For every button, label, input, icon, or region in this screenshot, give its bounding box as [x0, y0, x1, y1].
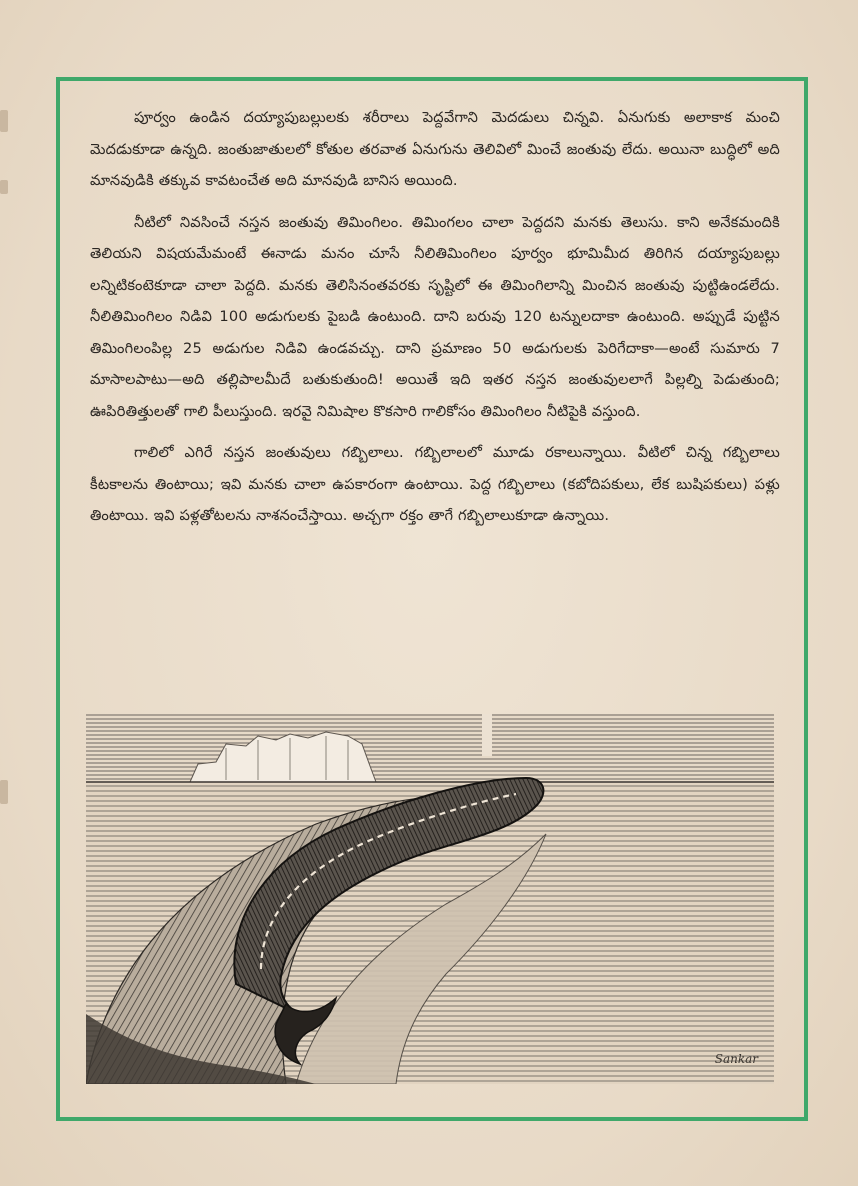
- body-text: [90, 102, 780, 542]
- artist-signature: Sankar: [714, 1052, 758, 1066]
- whale-illustration: [86, 714, 774, 1084]
- water-spout: [482, 714, 492, 756]
- sky: [86, 714, 774, 782]
- paragraph-whale: నీటిలో నివసించే నస్తన జంతువు తిమింగిలం. తిమింగలం చాలా పెద్దదని మనకు తెలుసు. కాని అనేకమందికి తెలియని విషయమేమంటే ఈనాడు మనం చూసే నీలితిమింగిలం పూర్వం భూమిమీద తిరిగిన దయ్యాపుబల్లు లన్నిటికంటెకూడా చాలా పెద్దది. మనకు తెలిసినంతవరకు సృష్టిలో ఈ తిమింగిలాన్ని మించిన జంతువు పుట్టిఉండలేదు. నీలితిమింగిలం నిడివి 100 అడుగులకు పైబడి ఉంటుంది. దాని బరువు 120 టన్నులదాకా ఉంటుంది. అప్పుడే పుట్టిన తిమింగిలంపిల్ల 25 అడుగుల నిడివి ఉండవచ్చు. దాని ప్రమాణం 50 అడుగులకు పెరిగేదాకా—అంటే సుమారు 7 మాసాలపాటు—అది తల్లిపాలమీదే బతుకుతుంది! అయితే ఇది ఇతర నస్తన జంతువులలాగే పిల్లల్ని పెడుతుంది; ఊపిరితిత్తులతో గాలి పీలుస్తుంది. ఇరవై నిమిషాల కొకసారి గాలికోసం తిమింగిలం నీటిపైకి వస్తుంది.: [90, 213, 780, 420]
- paragraph-elephants: పూర్వం ఉండిన దయ్యాపుబల్లులకు శరీరాలు పెద్దవేగాని మెదడులు చిన్నవి. ఏనుగుకు అలాకాక మంచి మెదడుకూడా ఉన్నది. జంతుజాతులలో కోతుల తరవాత ఏనుగును తెలివిలో మించే జంతువు లేదు. అయినా బుద్ధిలో అది మానవుడికి తక్కువ కావటంచేత అది మానవుడి బానిస అయింది.: [90, 109, 780, 189]
- edge-mark: [0, 180, 8, 194]
- whale-engraving: [86, 714, 774, 1084]
- edge-mark: [0, 780, 8, 804]
- edge-mark: [0, 110, 8, 132]
- paragraph-bats: గాలిలో ఎగిరే నస్తన జంతువులు గబ్బిలాలు. గబ్బిలాలలో మూడు రకాలున్నాయి. వీటిలో చిన్న గబ్బిలాలు కీటకాలను తింటాయి; ఇవి మనకు చాలా ఉపకారంగా ఉంటాయి. పెద్ద గబ్బిలాలు (కబోదిపకులు, లేక బుషిపకులు) పళ్లు తింటాయి. ఇవి పళ్లతోటలను నాశనంచేస్తాయి. అచ్చగా రక్తం తాగే గబ్బిలాలుకూడా ఉన్నాయి.: [90, 444, 780, 524]
